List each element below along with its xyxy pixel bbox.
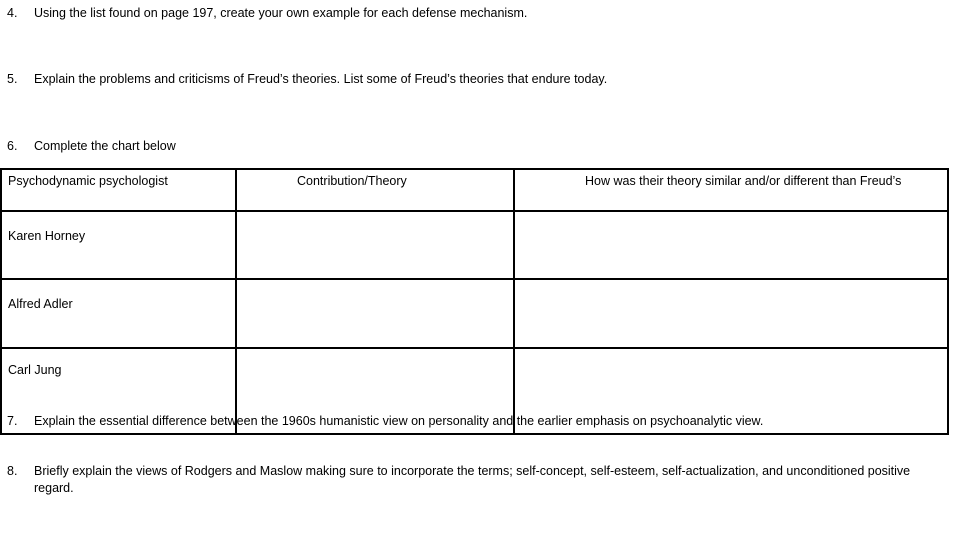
chart-header-row bbox=[1, 169, 948, 211]
question-5 bbox=[7, 71, 607, 88]
header-contribution: Contribution/Theory bbox=[236, 169, 514, 211]
contribution-cell[interactable] bbox=[236, 279, 514, 348]
question-6 bbox=[7, 138, 176, 155]
psychologist-chart bbox=[0, 168, 949, 435]
contribution-cell[interactable] bbox=[236, 211, 514, 279]
question-8 bbox=[7, 463, 947, 497]
question-number: 7. bbox=[7, 414, 18, 428]
header-psychologist: Psychodynamic psychologist bbox=[1, 169, 236, 211]
question-7 bbox=[7, 413, 763, 430]
question-text: Explain the problems and criticisms of Freud’s theories. List some of Freud’s theories that endure today. bbox=[34, 72, 608, 86]
psychologist-name: Carl Jung bbox=[1, 348, 236, 434]
table-row bbox=[1, 279, 948, 348]
header-comparison: How was their theory similar and/or different than Freud’s bbox=[514, 169, 948, 211]
question-text: Complete the chart below bbox=[34, 139, 176, 153]
question-number: 5. bbox=[7, 72, 18, 86]
psychologist-name: Karen Horney bbox=[1, 211, 236, 279]
question-number: 8. bbox=[7, 464, 18, 478]
question-number: 6. bbox=[7, 139, 18, 153]
comparison-cell[interactable] bbox=[514, 279, 948, 348]
table-row bbox=[1, 211, 948, 279]
psychologist-name: Alfred Adler bbox=[1, 279, 236, 348]
question-text: Briefly explain the views of Rodgers and Maslow making sure to incorporate the terms; self-concept, self-esteem, self-actualization, and unconditioned positive regard. bbox=[34, 464, 911, 495]
comparison-cell[interactable] bbox=[514, 211, 948, 279]
question-text: Explain the essential difference between the 1960s humanistic view on personality and the earlier emphasis on psychoanalytic view. bbox=[34, 414, 764, 428]
question-text: Using the list found on page 197, create your own example for each defense mechanism. bbox=[34, 6, 528, 20]
question-4 bbox=[7, 5, 527, 22]
question-number: 4. bbox=[7, 6, 18, 20]
